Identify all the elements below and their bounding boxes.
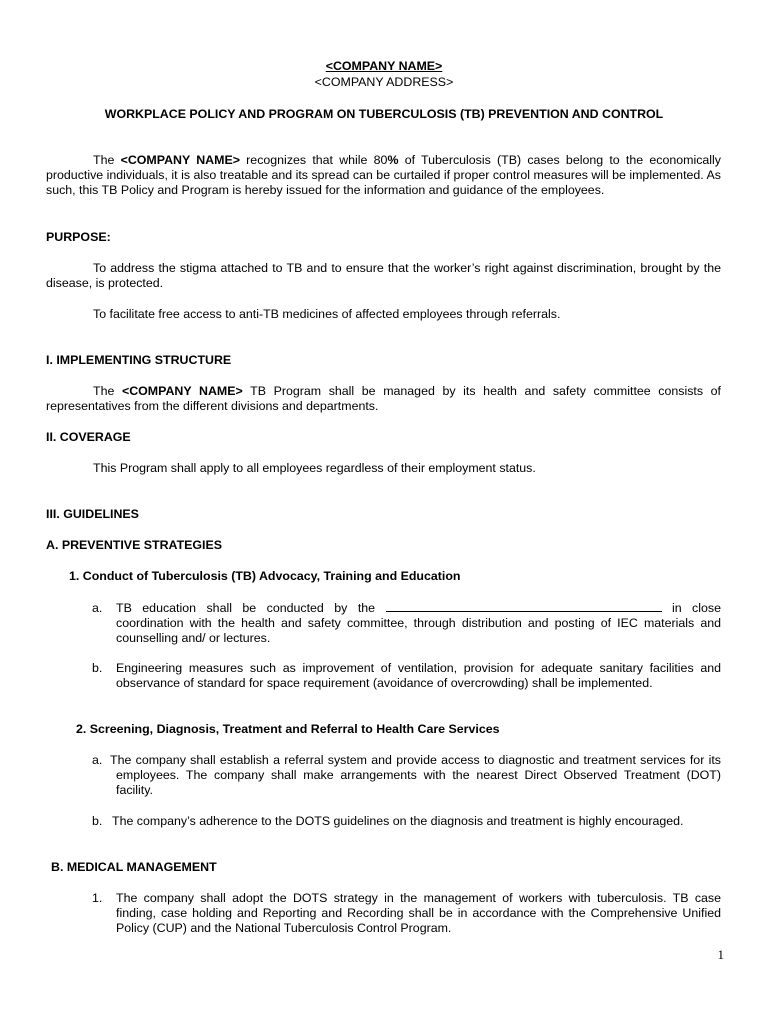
preventive-strategies-heading: A. PREVENTIVE STRATEGIES: [46, 538, 223, 552]
company-address: <COMPANY ADDRESS>: [314, 75, 454, 89]
implementing-structure-paragraph: The <COMPANY NAME> TB Program shall be managed by its health and safety committee consists of representatives from the different divisions and departments.: [46, 384, 721, 413]
advocacy-item-a: a. TB education shall be conducted by the in close coordination with the health and safety committee, through distribution and posting of IEC materials and counselling and/ or lectures.: [92, 601, 721, 645]
purpose-heading: PURPOSE:: [46, 230, 111, 244]
screening-diagnosis-heading: 2. Screening, Diagnosis, Treatment and Referral to Health Care Services: [76, 722, 500, 736]
blank-fill-line: [386, 600, 662, 612]
screening-item-a: a. The company shall establish a referral system and provide access to diagnostic and treatment services for its employees. The company shall make arrangements with the nearest Direct Observed Treatment (DOT) facility.: [92, 753, 721, 797]
item-marker: 1.: [92, 891, 103, 905]
screening-item-b: b. The company’s adherence to the DOTS guidelines on the diagnosis and treatment is highly encouraged.: [92, 814, 684, 828]
guidelines-heading: III. GUIDELINES: [46, 507, 139, 521]
purpose-paragraph-1: To address the stigma attached to TB and to ensure that the worker’s right against discrimination, brought by the disease, is protected.: [46, 261, 721, 290]
implementing-structure-heading: I. IMPLEMENTING STRUCTURE: [46, 353, 232, 367]
intro-paragraph: The <COMPANY NAME> recognizes that while 80% of Tuberculosis (TB) cases belong to the economically productive individuals, it is also treatable and its spread can be curtailed if proper control measures will be implemented. As such, this TB Policy and Program is hereby issued for the information and guidance of the employees.: [46, 153, 721, 197]
implementing-company-name: <COMPANY NAME>: [121, 384, 243, 398]
advocacy-training-heading: 1. Conduct of Tuberculosis (TB) Advocacy, Training and Education: [69, 569, 461, 583]
item-marker: b.: [92, 661, 103, 675]
coverage-paragraph: This Program shall apply to all employees regardless of their employment status.: [93, 461, 536, 475]
coverage-heading: II. COVERAGE: [46, 430, 131, 444]
item-marker: a.: [92, 753, 103, 767]
advocacy-item-b: b. Engineering measures such as improvement of ventilation, provision for adequate sanitary facilities and observance of standard for space requirement (avoidance of overcrowding) shall be implemented.: [92, 661, 721, 690]
medical-management-heading: B. MEDICAL MANAGEMENT: [51, 860, 217, 874]
medical-item-1: 1. The company shall adopt the DOTS strategy in the management of workers with tuberculosis. TB case finding, case holding and Reporting and Recording shall be in accordance with the Comprehensive Unified Policy (CUP) and the National Tuberculosis Control Program.: [92, 891, 721, 935]
item-marker: a.: [92, 601, 103, 615]
item-marker: b.: [92, 814, 103, 828]
document-title: WORKPLACE POLICY AND PROGRAM ON TUBERCULOSIS (TB) PREVENTION AND CONTROL: [104, 107, 664, 121]
purpose-paragraph-2: To facilitate free access to anti-TB medicines of affected employees through referrals.: [93, 307, 561, 321]
intro-company-name: <COMPANY NAME>: [120, 153, 240, 167]
page-number: 1: [717, 947, 724, 962]
company-name-heading: <COMPANY NAME>: [325, 59, 443, 73]
